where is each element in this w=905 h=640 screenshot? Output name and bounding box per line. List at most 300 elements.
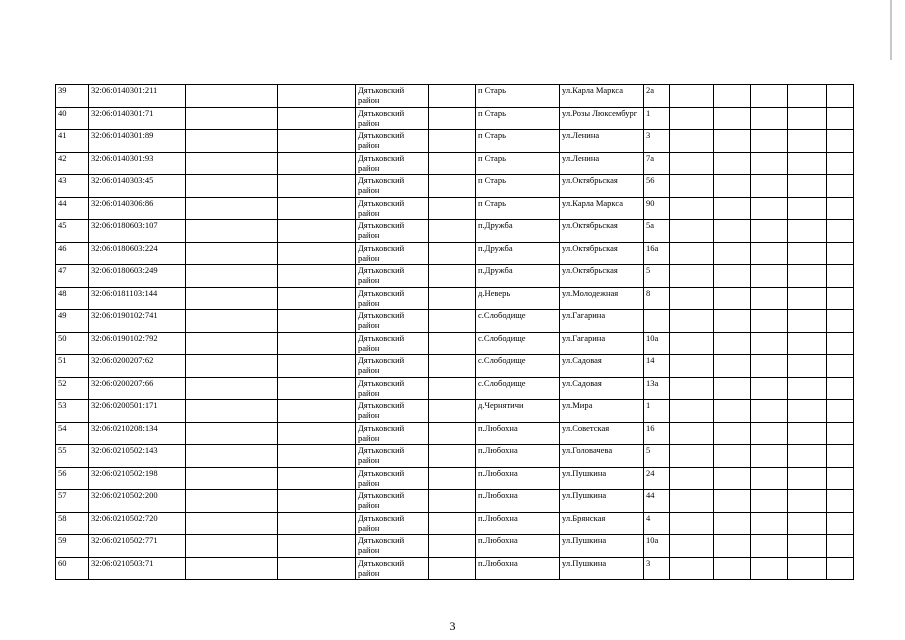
empty-cell xyxy=(751,355,788,378)
empty-cell xyxy=(186,445,278,468)
empty-cell xyxy=(827,197,854,220)
district-cell xyxy=(356,310,429,333)
empty-cell xyxy=(429,490,476,513)
empty-cell xyxy=(788,265,827,288)
row-number-cell: 58 xyxy=(56,512,89,535)
cadastral-number-cell: 32:06:0200207:62 xyxy=(89,355,186,378)
empty-cell xyxy=(751,242,788,265)
empty-cell xyxy=(714,85,751,108)
settlement-cell: п Старь xyxy=(476,197,560,220)
empty-cell xyxy=(278,377,356,400)
cadastral-number-cell: 32:06:0140301:89 xyxy=(89,130,186,153)
empty-cell xyxy=(670,85,714,108)
table-row xyxy=(56,355,854,378)
property-registry-table xyxy=(55,84,854,580)
table-row xyxy=(56,197,854,220)
district-cell xyxy=(356,512,429,535)
cadastral-number-cell: 32:06:0210502:720 xyxy=(89,512,186,535)
house-number-cell: 44 xyxy=(644,490,670,513)
empty-cell xyxy=(670,400,714,423)
empty-cell xyxy=(714,175,751,198)
row-number-cell: 54 xyxy=(56,422,89,445)
table-row xyxy=(56,400,854,423)
settlement-cell: д.Неверь xyxy=(476,287,560,310)
empty-cell xyxy=(429,287,476,310)
empty-cell xyxy=(827,310,854,333)
empty-cell xyxy=(670,512,714,535)
empty-cell xyxy=(788,332,827,355)
empty-cell xyxy=(714,265,751,288)
empty-cell xyxy=(186,400,278,423)
district-type: район xyxy=(358,545,380,555)
house-number-cell: 10а xyxy=(644,332,670,355)
empty-cell xyxy=(714,220,751,243)
empty-cell xyxy=(827,265,854,288)
district-cell xyxy=(356,490,429,513)
empty-cell xyxy=(751,310,788,333)
empty-cell xyxy=(278,535,356,558)
empty-cell xyxy=(186,512,278,535)
cadastral-number-cell: 32:06:0140301:93 xyxy=(89,152,186,175)
street-cell: ул.Ленина xyxy=(560,152,644,175)
empty-cell xyxy=(751,287,788,310)
empty-cell xyxy=(186,220,278,243)
table-row xyxy=(56,265,854,288)
empty-cell xyxy=(429,512,476,535)
empty-cell xyxy=(788,512,827,535)
cadastral-number-cell: 32:06:0210208:134 xyxy=(89,422,186,445)
empty-cell xyxy=(429,377,476,400)
empty-cell xyxy=(186,535,278,558)
empty-cell xyxy=(751,467,788,490)
district-type: район xyxy=(358,117,380,128)
table-row xyxy=(56,467,854,490)
street-cell: ул.Садовая xyxy=(560,355,644,378)
district-cell xyxy=(356,332,429,355)
empty-cell xyxy=(429,107,476,130)
settlement-cell: п.Любохна xyxy=(476,490,560,513)
empty-cell xyxy=(827,85,854,108)
district-type: район xyxy=(358,522,380,533)
district-type: район xyxy=(358,342,380,353)
empty-cell xyxy=(751,535,788,558)
empty-cell xyxy=(827,242,854,265)
row-number-cell: 52 xyxy=(56,377,89,400)
empty-cell xyxy=(278,512,356,535)
district-type: район xyxy=(358,95,380,105)
empty-cell xyxy=(186,332,278,355)
empty-cell xyxy=(670,355,714,378)
district-name: Дятьковский xyxy=(358,152,405,163)
empty-cell xyxy=(186,422,278,445)
empty-cell xyxy=(788,355,827,378)
district-cell xyxy=(356,535,429,558)
empty-cell xyxy=(278,242,356,265)
district-name: Дятьковский xyxy=(358,535,405,545)
empty-cell xyxy=(670,422,714,445)
empty-cell xyxy=(670,130,714,153)
settlement-cell: п.Любохна xyxy=(476,512,560,535)
row-number-cell: 42 xyxy=(56,152,89,175)
empty-cell xyxy=(827,422,854,445)
street-cell: ул.Советская xyxy=(560,422,644,445)
cadastral-number-cell: 32:06:0190102:741 xyxy=(89,310,186,333)
street-cell: ул.Гагарина xyxy=(560,310,644,333)
house-number-cell: 5а xyxy=(644,220,670,243)
house-number-cell: 3 xyxy=(644,130,670,153)
settlement-cell: п.Дружба xyxy=(476,265,560,288)
row-number-cell: 47 xyxy=(56,265,89,288)
empty-cell xyxy=(186,310,278,333)
empty-cell xyxy=(827,445,854,468)
empty-cell xyxy=(751,400,788,423)
empty-cell xyxy=(714,242,751,265)
empty-cell xyxy=(714,467,751,490)
empty-cell xyxy=(186,130,278,153)
district-cell xyxy=(356,557,429,580)
cadastral-number-cell: 32:06:0210502:143 xyxy=(89,445,186,468)
row-number-cell: 40 xyxy=(56,107,89,130)
empty-cell xyxy=(429,557,476,580)
settlement-cell: п Старь xyxy=(476,107,560,130)
empty-cell xyxy=(788,130,827,153)
house-number-cell: 56 xyxy=(644,175,670,198)
empty-cell xyxy=(827,377,854,400)
district-type: район xyxy=(358,230,380,240)
district-cell xyxy=(356,175,429,198)
empty-cell xyxy=(751,197,788,220)
empty-cell xyxy=(827,220,854,243)
district-type: район xyxy=(358,140,380,150)
row-number-cell: 60 xyxy=(56,557,89,580)
empty-cell xyxy=(788,535,827,558)
street-cell: ул.Октябрьская xyxy=(560,242,644,265)
row-number-cell: 50 xyxy=(56,332,89,355)
empty-cell xyxy=(714,310,751,333)
street-cell: ул.Пушкина xyxy=(560,490,644,513)
empty-cell xyxy=(788,175,827,198)
empty-cell xyxy=(827,512,854,535)
settlement-cell: д.Чернятичи xyxy=(476,400,560,423)
empty-cell xyxy=(788,422,827,445)
empty-cell xyxy=(670,467,714,490)
cadastral-number-cell: 32:06:0210502:198 xyxy=(89,467,186,490)
empty-cell xyxy=(429,467,476,490)
district-cell xyxy=(356,242,429,265)
empty-cell xyxy=(714,197,751,220)
district-name: Дятьковский xyxy=(358,220,405,230)
empty-cell xyxy=(827,490,854,513)
empty-cell xyxy=(186,490,278,513)
empty-cell xyxy=(827,400,854,423)
empty-cell xyxy=(429,422,476,445)
empty-cell xyxy=(751,265,788,288)
empty-cell xyxy=(827,175,854,198)
table-row xyxy=(56,535,854,558)
district-name: Дятьковский xyxy=(358,107,405,118)
district-name: Дятьковский xyxy=(358,310,405,320)
empty-cell xyxy=(788,490,827,513)
district-name: Дятьковский xyxy=(358,175,405,185)
empty-cell xyxy=(278,265,356,288)
house-number-cell: 1 xyxy=(644,400,670,423)
empty-cell xyxy=(186,197,278,220)
settlement-cell: с.Слободище xyxy=(476,355,560,378)
district-cell xyxy=(356,355,429,378)
district-name: Дятьковский xyxy=(358,85,405,95)
empty-cell xyxy=(670,445,714,468)
empty-cell xyxy=(788,287,827,310)
empty-cell xyxy=(788,445,827,468)
empty-cell xyxy=(751,445,788,468)
empty-cell xyxy=(278,355,356,378)
empty-cell xyxy=(788,107,827,130)
cadastral-number-cell: 32:06:0140301:71 xyxy=(89,107,186,130)
district-name: Дятьковский xyxy=(358,197,405,208)
settlement-cell: п.Любохна xyxy=(476,535,560,558)
empty-cell xyxy=(186,242,278,265)
cadastral-number-cell: 32:06:0200207:66 xyxy=(89,377,186,400)
table-row xyxy=(56,332,854,355)
district-name: Дятьковский xyxy=(358,467,405,478)
empty-cell xyxy=(714,490,751,513)
empty-cell xyxy=(714,355,751,378)
empty-cell xyxy=(186,85,278,108)
row-number-cell: 56 xyxy=(56,467,89,490)
empty-cell xyxy=(827,332,854,355)
empty-cell xyxy=(714,512,751,535)
empty-cell xyxy=(827,467,854,490)
empty-cell xyxy=(751,107,788,130)
district-type: район xyxy=(358,500,380,510)
house-number-cell: 14 xyxy=(644,355,670,378)
district-cell xyxy=(356,220,429,243)
scan-edge-line xyxy=(890,0,892,60)
empty-cell xyxy=(186,175,278,198)
empty-cell xyxy=(751,377,788,400)
table-row xyxy=(56,107,854,130)
empty-cell xyxy=(670,287,714,310)
table-row xyxy=(56,130,854,153)
empty-cell xyxy=(670,107,714,130)
empty-cell xyxy=(429,175,476,198)
district-name: Дятьковский xyxy=(358,355,405,365)
district-name: Дятьковский xyxy=(358,445,405,455)
empty-cell xyxy=(714,107,751,130)
empty-cell xyxy=(429,197,476,220)
settlement-cell: с.Слободище xyxy=(476,377,560,400)
empty-cell xyxy=(670,242,714,265)
street-cell: ул.Карла Маркса xyxy=(560,197,644,220)
empty-cell xyxy=(429,400,476,423)
empty-cell xyxy=(186,107,278,130)
empty-cell xyxy=(429,152,476,175)
empty-cell xyxy=(186,265,278,288)
table-row xyxy=(56,377,854,400)
district-name: Дятьковский xyxy=(358,377,405,388)
empty-cell xyxy=(278,467,356,490)
empty-cell xyxy=(429,535,476,558)
empty-cell xyxy=(788,467,827,490)
empty-cell xyxy=(670,377,714,400)
district-name: Дятьковский xyxy=(358,332,405,343)
district-type: район xyxy=(358,185,380,195)
empty-cell xyxy=(670,197,714,220)
empty-cell xyxy=(751,175,788,198)
empty-cell xyxy=(670,310,714,333)
empty-cell xyxy=(670,490,714,513)
house-number-cell: 16 xyxy=(644,422,670,445)
empty-cell xyxy=(827,107,854,130)
settlement-cell: п Старь xyxy=(476,130,560,153)
row-number-cell: 43 xyxy=(56,175,89,198)
district-name: Дятьковский xyxy=(358,557,405,568)
settlement-cell: п.Дружба xyxy=(476,242,560,265)
cadastral-number-cell: 32:06:0210502:771 xyxy=(89,535,186,558)
table-row xyxy=(56,310,854,333)
district-type: район xyxy=(358,275,380,285)
district-cell xyxy=(356,377,429,400)
table-row xyxy=(56,445,854,468)
empty-cell xyxy=(186,355,278,378)
empty-cell xyxy=(714,152,751,175)
row-number-cell: 48 xyxy=(56,287,89,310)
empty-cell xyxy=(788,197,827,220)
district-cell xyxy=(356,287,429,310)
empty-cell xyxy=(429,242,476,265)
empty-cell xyxy=(278,220,356,243)
district-cell xyxy=(356,152,429,175)
cadastral-number-cell: 32:06:0181103:144 xyxy=(89,287,186,310)
empty-cell xyxy=(751,152,788,175)
empty-cell xyxy=(278,197,356,220)
district-type: район xyxy=(358,410,380,420)
district-type: район xyxy=(358,387,380,398)
row-number-cell: 46 xyxy=(56,242,89,265)
settlement-cell: п Старь xyxy=(476,152,560,175)
district-type: район xyxy=(358,252,380,263)
house-number-cell: 24 xyxy=(644,467,670,490)
row-number-cell: 45 xyxy=(56,220,89,243)
row-number-cell: 41 xyxy=(56,130,89,153)
empty-cell xyxy=(788,220,827,243)
cadastral-number-cell: 32:06:0180603:224 xyxy=(89,242,186,265)
row-number-cell: 49 xyxy=(56,310,89,333)
house-number-cell: 10а xyxy=(644,535,670,558)
street-cell: ул.Карла Маркса xyxy=(560,85,644,108)
empty-cell xyxy=(278,332,356,355)
street-cell: ул.Молодежная xyxy=(560,287,644,310)
district-cell xyxy=(356,467,429,490)
district-cell xyxy=(356,422,429,445)
empty-cell xyxy=(278,445,356,468)
cadastral-number-cell: 32:06:0140301:211 xyxy=(89,85,186,108)
table-row xyxy=(56,242,854,265)
empty-cell xyxy=(429,85,476,108)
registry-body xyxy=(56,85,854,580)
district-cell xyxy=(356,265,429,288)
empty-cell xyxy=(429,220,476,243)
empty-cell xyxy=(278,400,356,423)
empty-cell xyxy=(827,535,854,558)
row-number-cell: 59 xyxy=(56,535,89,558)
district-cell xyxy=(356,445,429,468)
empty-cell xyxy=(278,422,356,445)
empty-cell xyxy=(827,130,854,153)
house-number-cell: 7а xyxy=(644,152,670,175)
district-type: район xyxy=(358,477,380,488)
district-type: район xyxy=(358,432,380,443)
empty-cell xyxy=(788,400,827,423)
empty-cell xyxy=(429,310,476,333)
empty-cell xyxy=(429,445,476,468)
house-number-cell: 1 xyxy=(644,107,670,130)
settlement-cell: п.Любохна xyxy=(476,557,560,580)
empty-cell xyxy=(186,287,278,310)
empty-cell xyxy=(788,85,827,108)
empty-cell xyxy=(788,310,827,333)
empty-cell xyxy=(714,287,751,310)
table-row xyxy=(56,512,854,535)
table-row xyxy=(56,422,854,445)
table-row xyxy=(56,287,854,310)
empty-cell xyxy=(827,355,854,378)
empty-cell xyxy=(827,557,854,580)
street-cell: ул.Пушкина xyxy=(560,535,644,558)
empty-cell xyxy=(751,490,788,513)
cadastral-number-cell: 32:06:0200501:171 xyxy=(89,400,186,423)
row-number-cell: 39 xyxy=(56,85,89,108)
empty-cell xyxy=(670,332,714,355)
cadastral-number-cell: 32:06:0140303:45 xyxy=(89,175,186,198)
row-number-cell: 53 xyxy=(56,400,89,423)
cadastral-number-cell: 32:06:0180603:107 xyxy=(89,220,186,243)
empty-cell xyxy=(186,467,278,490)
district-name: Дятьковский xyxy=(358,422,405,433)
cadastral-number-cell: 32:06:0190102:792 xyxy=(89,332,186,355)
empty-cell xyxy=(670,175,714,198)
empty-cell xyxy=(278,152,356,175)
district-type: район xyxy=(358,567,380,578)
empty-cell xyxy=(714,422,751,445)
district-cell xyxy=(356,130,429,153)
table-row xyxy=(56,220,854,243)
district-name: Дятьковский xyxy=(358,242,405,253)
house-number-cell xyxy=(644,310,670,333)
house-number-cell: 3 xyxy=(644,557,670,580)
district-type: район xyxy=(358,297,380,308)
empty-cell xyxy=(827,287,854,310)
cadastral-number-cell: 32:06:0140306:86 xyxy=(89,197,186,220)
empty-cell xyxy=(751,220,788,243)
settlement-cell: п Старь xyxy=(476,85,560,108)
empty-cell xyxy=(429,332,476,355)
district-type: район xyxy=(358,365,380,375)
street-cell: ул.Ленина xyxy=(560,130,644,153)
district-name: Дятьковский xyxy=(358,490,405,500)
district-type: район xyxy=(358,162,380,173)
empty-cell xyxy=(670,557,714,580)
empty-cell xyxy=(429,130,476,153)
empty-cell xyxy=(278,175,356,198)
empty-cell xyxy=(670,220,714,243)
settlement-cell: п.Любохна xyxy=(476,422,560,445)
empty-cell xyxy=(788,377,827,400)
empty-cell xyxy=(278,85,356,108)
empty-cell xyxy=(278,287,356,310)
house-number-cell: 8 xyxy=(644,287,670,310)
empty-cell xyxy=(278,107,356,130)
